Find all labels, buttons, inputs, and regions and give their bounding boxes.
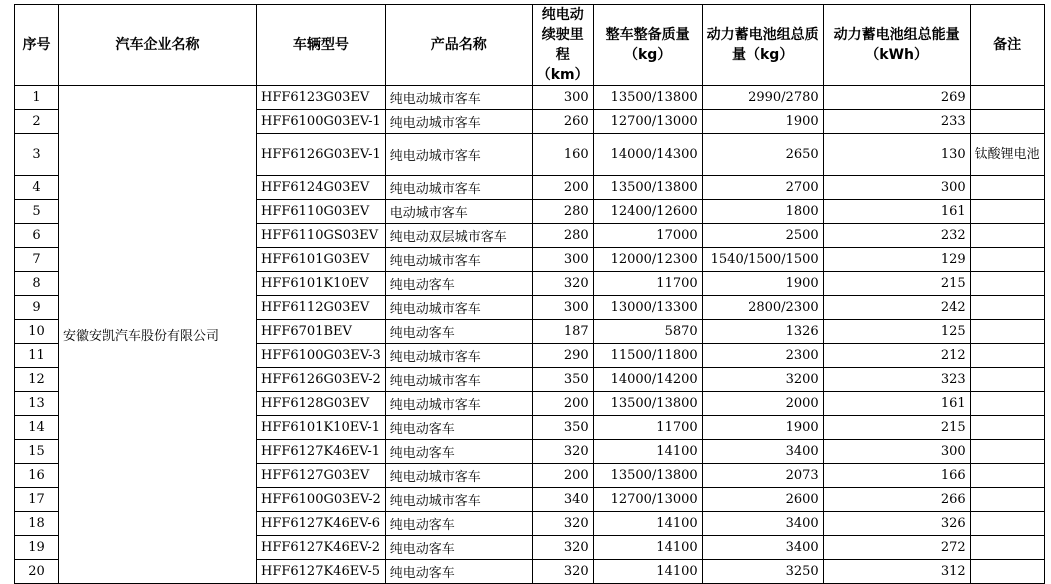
- cell-note: [970, 440, 1044, 464]
- cell-no: 15: [15, 440, 59, 464]
- cell-range: 320: [532, 536, 593, 560]
- cell-range: 160: [532, 134, 593, 176]
- cell-note: [970, 110, 1044, 134]
- cell-battery-mass: 2300: [702, 344, 823, 368]
- cell-mass: 13500/13800: [593, 392, 702, 416]
- cell-energy: 269: [823, 86, 970, 110]
- cell-energy: 161: [823, 392, 970, 416]
- cell-model: HFF6127K46EV-5: [257, 560, 386, 584]
- cell-energy: 326: [823, 512, 970, 536]
- cell-product: 纯电动城市客车: [385, 176, 532, 200]
- cell-range: 340: [532, 488, 593, 512]
- cell-range: 300: [532, 248, 593, 272]
- cell-note: [970, 416, 1044, 440]
- cell-battery-mass: 2600: [702, 488, 823, 512]
- cell-no: 2: [15, 110, 59, 134]
- cell-mass: 12000/12300: [593, 248, 702, 272]
- cell-energy: 215: [823, 272, 970, 296]
- cell-product: 纯电动城市客车: [385, 488, 532, 512]
- cell-model: HFF6101K10EV-1: [257, 416, 386, 440]
- cell-energy: 312: [823, 560, 970, 584]
- cell-energy: 300: [823, 176, 970, 200]
- header-row: [15, 5, 1045, 86]
- table-row: [15, 86, 1045, 110]
- cell-battery-mass: 3200: [702, 368, 823, 392]
- cell-energy: 272: [823, 536, 970, 560]
- cell-energy: 212: [823, 344, 970, 368]
- vehicle-spec-table: [14, 4, 1045, 584]
- cell-product: 纯电动客车: [385, 272, 532, 296]
- cell-battery-mass: 1900: [702, 110, 823, 134]
- cell-range: 350: [532, 368, 593, 392]
- cell-mass: 17000: [593, 224, 702, 248]
- cell-mass: 13500/13800: [593, 464, 702, 488]
- cell-range: 320: [532, 560, 593, 584]
- cell-battery-mass: 3400: [702, 512, 823, 536]
- cell-note: [970, 560, 1044, 584]
- cell-model: HFF6124G03EV: [257, 176, 386, 200]
- cell-battery-mass: 1900: [702, 272, 823, 296]
- cell-mass: 14100: [593, 536, 702, 560]
- header-energy: 动力蓄电池组总能量（kWh）: [823, 5, 970, 86]
- header-no: 序号: [15, 5, 59, 86]
- cell-energy: 125: [823, 320, 970, 344]
- cell-battery-mass: 2700: [702, 176, 823, 200]
- cell-battery-mass: 1800: [702, 200, 823, 224]
- cell-mass: 14100: [593, 560, 702, 584]
- cell-product: 纯电动城市客车: [385, 134, 532, 176]
- cell-mass: 14000/14200: [593, 368, 702, 392]
- cell-energy: 215: [823, 416, 970, 440]
- cell-model: HFF6127K46EV-1: [257, 440, 386, 464]
- cell-mass: 12700/13000: [593, 488, 702, 512]
- cell-no: 3: [15, 134, 59, 176]
- cell-product: 纯电动城市客车: [385, 464, 532, 488]
- cell-product: 纯电动城市客车: [385, 344, 532, 368]
- cell-no: 5: [15, 200, 59, 224]
- cell-range: 350: [532, 416, 593, 440]
- cell-note: [970, 488, 1044, 512]
- cell-mass: 14100: [593, 440, 702, 464]
- cell-battery-mass: 3400: [702, 536, 823, 560]
- cell-no: 7: [15, 248, 59, 272]
- header-company: 汽车企业名称: [59, 5, 257, 86]
- cell-range: 260: [532, 110, 593, 134]
- cell-no: 9: [15, 296, 59, 320]
- cell-model: HFF6101G03EV: [257, 248, 386, 272]
- cell-product: 纯电动客车: [385, 416, 532, 440]
- cell-product: 纯电动客车: [385, 560, 532, 584]
- cell-no: 19: [15, 536, 59, 560]
- cell-product: 纯电动城市客车: [385, 296, 532, 320]
- cell-company: 安徽安凯汽车股份有限公司: [59, 86, 257, 584]
- cell-range: 200: [532, 176, 593, 200]
- cell-model: HFF6123G03EV: [257, 86, 386, 110]
- cell-model: HFF6100G03EV-2: [257, 488, 386, 512]
- cell-energy: 242: [823, 296, 970, 320]
- cell-energy: 130: [823, 134, 970, 176]
- header-mass: 整车整备质量（kg）: [593, 5, 702, 86]
- cell-model: HFF6126G03EV-1: [257, 134, 386, 176]
- cell-range: 280: [532, 224, 593, 248]
- cell-no: 20: [15, 560, 59, 584]
- cell-product: 纯电动客车: [385, 440, 532, 464]
- cell-battery-mass: 3400: [702, 440, 823, 464]
- cell-product: 纯电动城市客车: [385, 248, 532, 272]
- cell-mass: 14100: [593, 512, 702, 536]
- cell-range: 300: [532, 296, 593, 320]
- cell-range: 300: [532, 86, 593, 110]
- cell-range: 200: [532, 392, 593, 416]
- cell-mass: 12400/12600: [593, 200, 702, 224]
- cell-note: [970, 392, 1044, 416]
- cell-no: 4: [15, 176, 59, 200]
- cell-range: 187: [532, 320, 593, 344]
- cell-range: 290: [532, 344, 593, 368]
- cell-no: 16: [15, 464, 59, 488]
- cell-note: [970, 86, 1044, 110]
- cell-battery-mass: 2990/2780: [702, 86, 823, 110]
- cell-product: 纯电动城市客车: [385, 110, 532, 134]
- cell-note: [970, 344, 1044, 368]
- cell-battery-mass: 3250: [702, 560, 823, 584]
- cell-note: [970, 368, 1044, 392]
- cell-mass: 13500/13800: [593, 176, 702, 200]
- cell-product: 纯电动双层城市客车: [385, 224, 532, 248]
- cell-battery-mass: 1326: [702, 320, 823, 344]
- cell-note: [970, 248, 1044, 272]
- cell-note: [970, 224, 1044, 248]
- cell-note: [970, 296, 1044, 320]
- cell-product: 纯电动城市客车: [385, 392, 532, 416]
- cell-range: 320: [532, 512, 593, 536]
- cell-model: HFF6701BEV: [257, 320, 386, 344]
- cell-no: 6: [15, 224, 59, 248]
- cell-battery-mass: 2000: [702, 392, 823, 416]
- cell-energy: 233: [823, 110, 970, 134]
- cell-model: HFF6127K46EV-2: [257, 536, 386, 560]
- cell-note: [970, 176, 1044, 200]
- cell-energy: 129: [823, 248, 970, 272]
- cell-mass: 13000/13300: [593, 296, 702, 320]
- cell-battery-mass: 2500: [702, 224, 823, 248]
- cell-mass: 11700: [593, 272, 702, 296]
- cell-energy: 232: [823, 224, 970, 248]
- cell-note: [970, 464, 1044, 488]
- cell-battery-mass: 2650: [702, 134, 823, 176]
- cell-mass: 11700: [593, 416, 702, 440]
- cell-note: [970, 320, 1044, 344]
- cell-battery-mass: 2800/2300: [702, 296, 823, 320]
- cell-no: 8: [15, 272, 59, 296]
- cell-no: 11: [15, 344, 59, 368]
- header-note: 备注: [970, 5, 1044, 86]
- cell-product: 电动城市客车: [385, 200, 532, 224]
- cell-product: 纯电动城市客车: [385, 368, 532, 392]
- cell-energy: 166: [823, 464, 970, 488]
- cell-note: [970, 536, 1044, 560]
- cell-mass: 5870: [593, 320, 702, 344]
- cell-model: HFF6110GS03EV: [257, 224, 386, 248]
- cell-model: HFF6128G03EV: [257, 392, 386, 416]
- header-battery-mass: 动力蓄电池组总质量（kg）: [702, 5, 823, 86]
- cell-no: 13: [15, 392, 59, 416]
- cell-product: 纯电动客车: [385, 512, 532, 536]
- cell-energy: 323: [823, 368, 970, 392]
- cell-no: 10: [15, 320, 59, 344]
- cell-range: 200: [532, 464, 593, 488]
- cell-range: 320: [532, 440, 593, 464]
- cell-note: [970, 200, 1044, 224]
- cell-mass: 13500/13800: [593, 86, 702, 110]
- cell-model: HFF6127G03EV: [257, 464, 386, 488]
- cell-model: HFF6110G03EV: [257, 200, 386, 224]
- cell-product: 纯电动客车: [385, 536, 532, 560]
- cell-product: 纯电动城市客车: [385, 86, 532, 110]
- cell-energy: 300: [823, 440, 970, 464]
- cell-mass: 12700/13000: [593, 110, 702, 134]
- cell-mass: 14000/14300: [593, 134, 702, 176]
- cell-note: [970, 512, 1044, 536]
- cell-model: HFF6100G03EV-1: [257, 110, 386, 134]
- header-model: 车辆型号: [257, 5, 386, 86]
- cell-note: [970, 272, 1044, 296]
- cell-product: 纯电动客车: [385, 320, 532, 344]
- cell-range: 320: [532, 272, 593, 296]
- cell-no: 18: [15, 512, 59, 536]
- cell-no: 17: [15, 488, 59, 512]
- cell-battery-mass: 2073: [702, 464, 823, 488]
- cell-model: HFF6101K10EV: [257, 272, 386, 296]
- cell-no: 12: [15, 368, 59, 392]
- header-product: 产品名称: [385, 5, 532, 86]
- cell-model: HFF6126G03EV-2: [257, 368, 386, 392]
- cell-energy: 161: [823, 200, 970, 224]
- cell-range: 280: [532, 200, 593, 224]
- cell-no: 1: [15, 86, 59, 110]
- cell-no: 14: [15, 416, 59, 440]
- header-range: 纯电动续驶里程（km）: [532, 5, 593, 86]
- cell-model: HFF6112G03EV: [257, 296, 386, 320]
- cell-mass: 11500/11800: [593, 344, 702, 368]
- cell-model: HFF6127K46EV-6: [257, 512, 386, 536]
- cell-energy: 266: [823, 488, 970, 512]
- cell-note: 钛酸锂电池: [970, 134, 1044, 176]
- cell-battery-mass: 1900: [702, 416, 823, 440]
- cell-model: HFF6100G03EV-3: [257, 344, 386, 368]
- cell-battery-mass: 1540/1500/1500: [702, 248, 823, 272]
